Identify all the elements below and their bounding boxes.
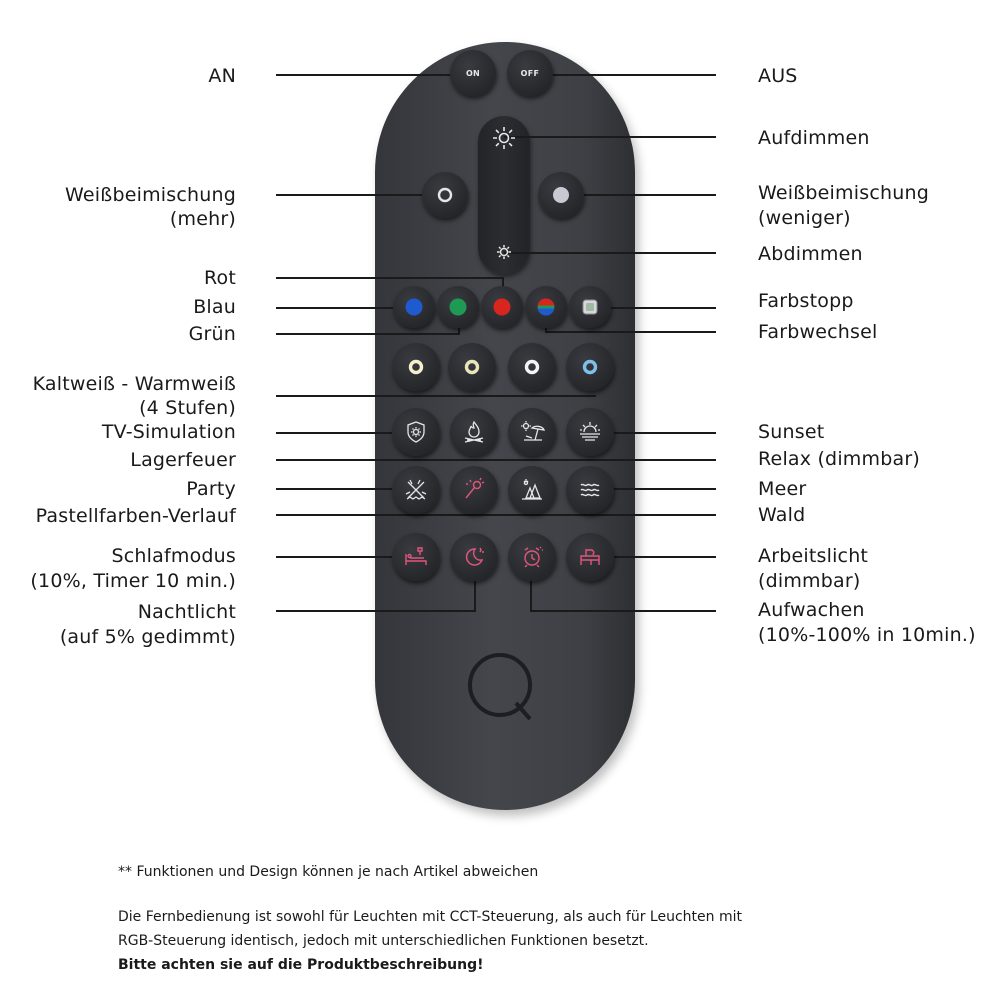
label-abdimmen: Abdimmen — [758, 243, 863, 265]
blue-dot-icon — [398, 291, 430, 323]
footer-line-1: Die Fernbedienung ist sowohl für Leuchten mit CCT-Steuerung, als auch für Leuchten mit — [118, 909, 742, 925]
label-aufwachen-sub: (10%-100% in 10min.) — [758, 624, 976, 646]
bed-icon — [400, 541, 432, 573]
label-schlaf: Schlafmodus — [111, 545, 236, 567]
blue-button[interactable] — [393, 286, 435, 328]
line-abdimmen — [504, 252, 716, 254]
waves-icon — [574, 474, 606, 506]
green-dot-icon — [442, 291, 474, 323]
sunset-icon — [574, 416, 606, 448]
ring-icon — [429, 179, 461, 211]
q-logo-icon — [460, 645, 546, 731]
label-kaltweiss-sub: (4 Stufen) — [139, 397, 236, 419]
white-temp-1-button[interactable] — [392, 343, 440, 391]
line-kaltweiss — [276, 395, 596, 397]
ring-cool-icon — [574, 351, 606, 383]
ring-cold-icon — [400, 351, 432, 383]
wake-up-button[interactable] — [508, 533, 556, 581]
label-weiss-weniger-sub: (weniger) — [758, 207, 851, 229]
color-stop-icon — [574, 291, 606, 323]
off-button-label: OFF — [520, 68, 540, 78]
ring-neutral-icon — [516, 351, 548, 383]
label-lagerfeuer: Lagerfeuer — [130, 449, 236, 471]
label-farbstopp: Farbstopp — [758, 290, 854, 312]
sleep-mode-button[interactable] — [392, 533, 440, 581]
label-aufwachen: Aufwachen — [758, 599, 865, 621]
label-gruen: Grün — [188, 323, 236, 345]
moon-icon — [458, 541, 490, 573]
line-an — [276, 74, 474, 76]
white-more-button[interactable] — [422, 172, 468, 218]
label-arbeit: Arbeitslicht — [758, 545, 869, 567]
line-aus — [530, 74, 716, 76]
label-tv: TV-Simulation — [101, 421, 236, 443]
label-pastell: Pastellfarben-Verlauf — [35, 505, 236, 527]
campfire-icon — [458, 416, 490, 448]
label-rot: Rot — [203, 267, 236, 289]
label-sunset: Sunset — [758, 421, 825, 443]
tv-simulation-button[interactable] — [392, 408, 440, 456]
relax-button[interactable] — [508, 408, 556, 456]
off-button[interactable] — [507, 50, 553, 96]
label-nacht-sub: (auf 5% gedimmt) — [59, 626, 236, 648]
label-wald: Wald — [758, 504, 806, 526]
color-stop-button[interactable] — [569, 286, 611, 328]
label-aus: AUS — [758, 65, 798, 87]
label-weiss-mehr-sub: (mehr) — [169, 208, 236, 230]
pastel-wand-icon — [458, 474, 490, 506]
green-button[interactable] — [437, 286, 479, 328]
white-temp-2-button[interactable] — [448, 343, 496, 391]
forest-icon — [516, 474, 548, 506]
white-less-button[interactable] — [538, 172, 584, 218]
label-arbeit-sub: (dimmbar) — [758, 570, 861, 592]
red-dot-icon — [486, 291, 518, 323]
white-temp-3-button[interactable] — [508, 343, 556, 391]
label-schlaf-sub: (10%, Timer 10 min.) — [30, 570, 236, 592]
line-gruen — [276, 333, 460, 335]
label-blau: Blau — [193, 296, 236, 318]
label-weiss-mehr: Weißbeimischung — [65, 184, 236, 206]
footer-line-2: RGB-Steuerung identisch, jedoch mit unterschiedlichen Funktionen besetzt. — [118, 933, 649, 949]
label-relax: Relax (dimmbar) — [758, 448, 920, 470]
night-light-button[interactable] — [450, 533, 498, 581]
label-farbwechsel: Farbwechsel — [758, 321, 878, 343]
sun-up-icon[interactable] — [490, 124, 518, 152]
footer-line-3: Bitte achten sie auf die Produktbeschreibung! — [118, 957, 484, 973]
white-temp-4-button[interactable] — [566, 343, 614, 391]
line-nacht — [276, 610, 476, 612]
dot-icon — [545, 179, 577, 211]
footer-note: ** Funktionen und Design können je nach Artikel abweichen — [118, 864, 539, 880]
line-farbwechsel — [546, 331, 716, 333]
on-button[interactable] — [450, 50, 496, 96]
pastel-button[interactable] — [450, 466, 498, 514]
label-party: Party — [186, 478, 236, 500]
line-aufwachen — [530, 610, 716, 612]
label-meer: Meer — [758, 478, 807, 500]
sun-down-icon[interactable] — [492, 240, 516, 264]
color-change-button[interactable] — [525, 286, 567, 328]
line-pastell-wald — [276, 514, 716, 516]
ring-warm-icon — [456, 351, 488, 383]
on-button-label: ON — [465, 68, 481, 78]
forest-button[interactable] — [508, 466, 556, 514]
party-icon — [400, 474, 432, 506]
line-lagerfeuer-relax — [276, 459, 716, 461]
desk-lamp-icon — [574, 541, 606, 573]
line-rot — [276, 277, 504, 279]
label-weiss-weniger: Weißbeimischung — [758, 182, 929, 204]
label-an: AN — [208, 65, 236, 87]
sea-button[interactable] — [566, 466, 614, 514]
line-aufdimmen — [504, 136, 716, 138]
multicolor-icon — [530, 291, 562, 323]
label-aufdimmen: Aufdimmen — [758, 127, 870, 149]
alarm-clock-icon — [516, 541, 548, 573]
party-button[interactable] — [392, 466, 440, 514]
beach-chair-icon — [516, 416, 548, 448]
red-button[interactable] — [481, 286, 523, 328]
sunset-button[interactable] — [566, 408, 614, 456]
label-nacht: Nachtlicht — [137, 601, 236, 623]
tv-shield-icon — [400, 416, 432, 448]
work-light-button[interactable] — [566, 533, 614, 581]
campfire-button[interactable] — [450, 408, 498, 456]
label-kaltweiss: Kaltweiß - Warmweiß — [32, 373, 236, 395]
line-weiss-mehr — [276, 194, 446, 196]
